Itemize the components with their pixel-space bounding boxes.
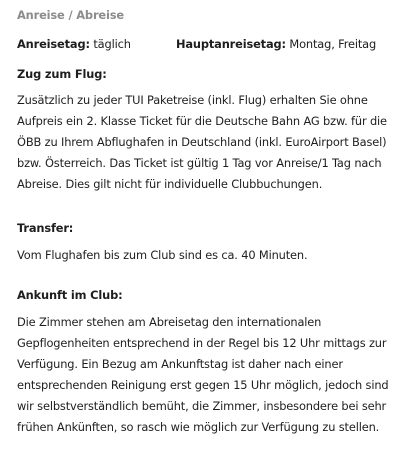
main-arrival-day-value: Montag, Freitag [289, 37, 377, 51]
main-arrival-day-label: Hauptanreisetag: [176, 37, 286, 51]
paragraph-line: Die Zimmer stehen am Abreisetag den internationalen [17, 315, 322, 329]
zug-zum-flug-paragraph [17, 90, 397, 195]
arrival-day [17, 34, 131, 55]
paragraph-line: Gepflogenheiten entsprechend in der Regel bis 12 Uhr mittags zur [17, 336, 387, 350]
paragraph-line: wir selbstverständlich bemüht, die Zimmer, insbesondere bei sehr [17, 399, 387, 413]
paragraph-line: Verfügung. Ein Bezug am Ankunftstag ist daher nach einer [17, 357, 343, 371]
main-arrival-day [176, 34, 376, 55]
arrival-day-label: Anreisetag: [17, 37, 90, 51]
ankunft-heading: Ankunft im Club: [17, 288, 123, 302]
paragraph-line: Abreise. Dies gilt nicht für individuelle Clubbuchungen. [17, 177, 323, 191]
section-title: Anreise / Abreise [17, 8, 124, 22]
paragraph-line: entsprechenden Reinigung erst gegen 15 Uhr möglich, jedoch sind [17, 378, 389, 392]
transfer-paragraph [17, 245, 397, 266]
arrival-day-value: täglich [93, 37, 131, 51]
paragraph-line: bzw. Österreich. Das Ticket ist gültig 1 Tag vor Anreise/1 Tag nach [17, 156, 382, 170]
paragraph-line: Vom Flughafen bis zum Club sind es ca. 40 Minuten. [17, 248, 308, 262]
paragraph-line: ÖBB zu Ihrem Abflughafen in Deutschland (inkl. EuroAirport Basel) [17, 135, 387, 149]
zug-zum-flug-heading: Zug zum Flug: [17, 67, 107, 81]
paragraph-line: Aufpreis ein 2. Klasse Ticket für die Deutsche Bahn AG bzw. für die [17, 114, 387, 128]
ankunft-paragraph [17, 312, 397, 438]
paragraph-line: Zusätzlich zu jeder TUI Paketreise (inkl. Flug) erhalten Sie ohne [17, 93, 368, 107]
paragraph-line: frühen Ankünften, so rasch wie möglich zur Verfügung zu stellen. [17, 420, 380, 434]
transfer-heading: Transfer: [17, 221, 74, 235]
